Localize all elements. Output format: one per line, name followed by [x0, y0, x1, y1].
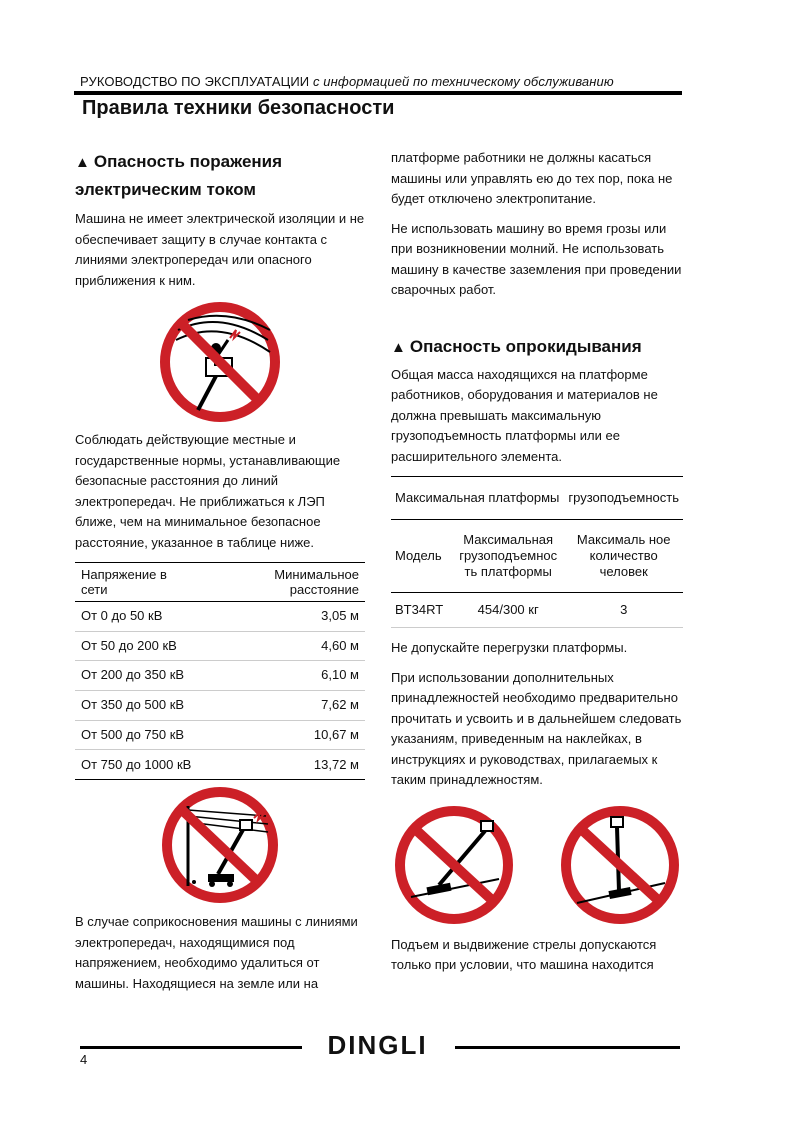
paragraph: Общая масса находящихся на платформе работников, оборудования и материалов не должна превышать максимальную грузоподъемность платформы или ее расширительного элемента.	[391, 366, 658, 464]
cap-header-right: грузоподъемность	[564, 477, 683, 520]
left-column	[75, 148, 365, 1003]
col-header-people: Максималь ное количество человек	[564, 520, 683, 593]
col-header-model: Модель	[391, 520, 452, 593]
no-powerline-contact-icon	[158, 300, 282, 424]
header-title: РУКОВОДСТВО ПО ЭКСПЛУАТАЦИИ	[80, 74, 310, 89]
paragraph: При использовании дополнительных принадлежностей необходимо предварительно прочитать и усвоить и в дальнейшем следовать указаниям, приведенным на наклейках, в инструкциях и руководствах, прилагаемых к таким принадлежностям.	[391, 669, 682, 787]
table-row	[391, 477, 683, 520]
col-header-capacity: Максимальная грузоподъемнос ть платформы	[452, 520, 564, 593]
no-boom-near-powerline-icon	[158, 786, 282, 904]
warning-triangle-icon: ▲	[391, 338, 406, 356]
warning-triangle-icon: ▲	[75, 154, 90, 171]
page-title: Правила техники безопасности	[82, 97, 395, 119]
paragraph: платформе работники не должны касаться машины или управлять ею до тех пор, пока не будет отключено электропитание.	[391, 150, 673, 206]
table-row: От 0 до 50 кВ 3,05 м	[75, 602, 365, 632]
no-boom-on-slope-icon	[391, 805, 517, 925]
cap-header-left: Максимальная платформы	[391, 477, 564, 520]
paragraph: Машина не имеет электрической изоляции и не обеспечивает защиту в случае контакта с линиями электропередач или опасного приближения к ним.	[75, 211, 365, 288]
paragraph: Не использовать машину во время грозы или при возникновении молний. Не использовать машину в качестве заземления при проведении сварочных работ.	[391, 220, 682, 297]
table-row: От 50 до 200 кВ 4,60 м	[75, 631, 365, 661]
right-column	[391, 148, 683, 985]
paragraph: Подъем и выдвижение стрелы допускаются только при условии, что машина находится	[391, 936, 657, 972]
table-row: От 350 до 500 кВ 7,62 м	[75, 691, 365, 721]
footer-rule-right	[455, 1046, 680, 1049]
voltage-distance-table	[75, 562, 365, 780]
col-header-voltage: Напряжение в сети	[75, 563, 200, 602]
table-row: От 750 до 1000 кВ 13,72 м	[81, 756, 359, 772]
col-header-distance: Минимальное расстояние	[200, 563, 365, 602]
paragraph: Соблюдать действующие местные и государственные нормы, устанавливающие безопасные расстояния до линий электропередач. Не приближаться к ЛЭП ближе, чем на минимальное безопасное расстояние, указанное в таблице ниже.	[75, 432, 341, 550]
section-title-tipover: ▲ Опасность опрокидывания	[391, 336, 642, 356]
capacity-table	[391, 476, 683, 628]
table-row: От 200 до 350 кВ 6,10 м	[75, 661, 365, 691]
tipover-pictograms	[391, 805, 683, 925]
paragraph: Не допускайте перегрузки платформы.	[391, 640, 628, 655]
brand-logo: DINGLI	[327, 1030, 428, 1060]
table-row	[391, 520, 683, 593]
table-row: От 500 до 750 кВ 10,67 м	[75, 720, 365, 750]
section-title-electrocution: ▲ Опасность поражения электрическим током	[75, 152, 283, 199]
no-vertical-boom-on-slope-icon	[557, 805, 683, 925]
document-header	[80, 74, 700, 89]
footer-rule-left	[80, 1046, 302, 1049]
header-subtitle: с информацией по техническому обслуживанию	[312, 74, 614, 89]
table-row: BT34RT 454/300 кг 3	[391, 593, 683, 628]
paragraph: В случае соприкосновения машины с линиями электропередач, находящимися под напряжением, необходимо удалиться от машины. Находящиеся на земле или на	[75, 914, 358, 991]
page-number: 4	[80, 1052, 88, 1067]
header-rule	[74, 91, 682, 95]
